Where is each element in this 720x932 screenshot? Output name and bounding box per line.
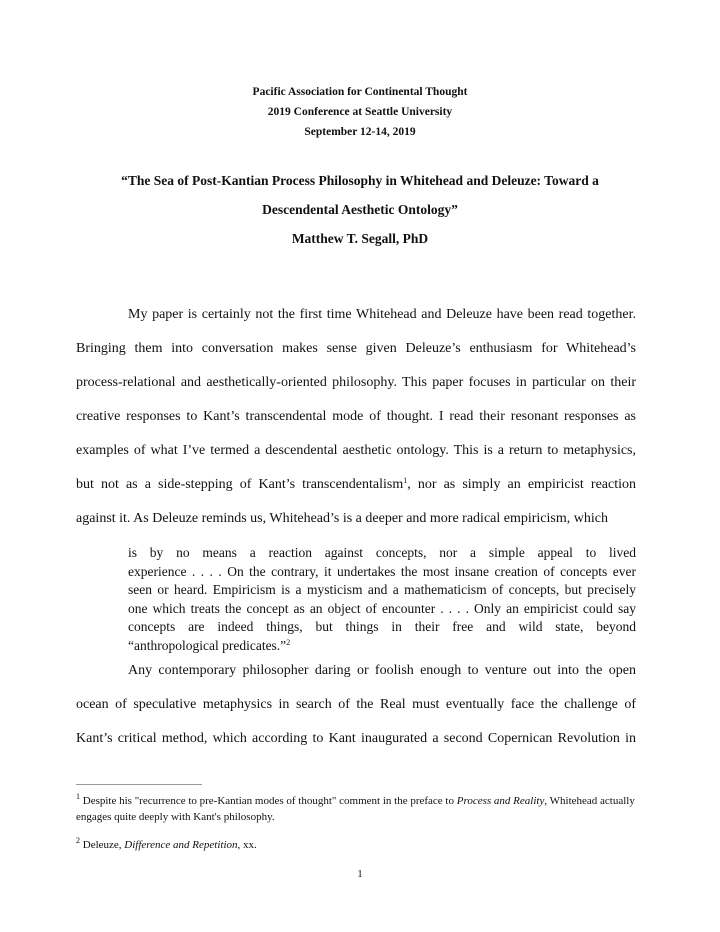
footnote-1 <box>76 793 636 825</box>
footnotes <box>76 793 636 865</box>
quote-line: experience . . . . On the contrary, it undertakes the most insane creation of concepts ever <box>128 563 636 579</box>
para1-line: creative responses to Kant’s transcendental mode of thought. I read their resonant responses as <box>76 409 636 424</box>
para1-line: examples of what I’ve termed a descendental aesthetic ontology. This is a return to metaphysics, <box>76 443 636 458</box>
footnote-2-text: Deleuze, <box>80 839 125 851</box>
footnote-ref-1[interactable]: 1 <box>403 476 408 485</box>
para1-line: My paper is certainly not the first time Whitehead and Deleuze have been read together. <box>128 307 636 322</box>
paper-title-line-2: Descendental Aesthetic Ontology” <box>262 202 458 217</box>
quote-line: one which treats the concept as an object of encounter . . . . Only an empiricist could say <box>128 600 636 616</box>
para2-line: ocean of speculative metaphysics in search of the Real must eventually face the challenge of <box>76 697 636 712</box>
footnote-2-number: 2 <box>76 836 80 845</box>
footnote-divider <box>76 784 202 785</box>
block-quote <box>128 544 636 655</box>
para1-line: Bringing them into conversation makes sense given Deleuze’s enthusiasm for Whitehead’s <box>76 341 636 356</box>
paper-title-block <box>70 166 650 253</box>
paper-title-line-1: “The Sea of Post-Kantian Process Philosophy in Whitehead and Deleuze: Toward a <box>121 173 599 188</box>
paragraph-2 <box>76 654 636 756</box>
footnote-2-title: Difference and Repetition <box>124 839 238 851</box>
header-association: Pacific Association for Continental Thought <box>252 86 468 98</box>
conference-header <box>0 82 720 142</box>
quote-line: concepts are indeed things, but things in their free and wild state, beyond <box>128 619 636 634</box>
page-number: 1 <box>357 868 363 880</box>
footnote-1-text: Despite his "recurrence to pre-Kantian modes of thought" comment in the preface to <box>80 795 457 807</box>
quote-line: is by no means a reaction against concepts, nor a simple appeal to lived <box>128 545 636 560</box>
footnote-2 <box>76 837 636 853</box>
footnote-1-title: Process and Reality <box>456 795 545 807</box>
footnote-1-text-end: , Whitehead actually engages quite deeply with Kant's philosophy. <box>76 795 635 823</box>
para2-line: Any contemporary philosopher daring or foolish enough to venture out into the open <box>128 663 636 678</box>
paragraph-1 <box>76 298 636 536</box>
para1-line <box>76 468 636 502</box>
footnote-ref-2[interactable]: 2 <box>286 637 291 647</box>
para2-line: Kant’s critical method, which according to Kant inaugurated a second Copernican Revolution in <box>76 731 636 746</box>
quote-text: “anthropological predicates.” <box>128 637 287 653</box>
quote-line: seen or heard. Empiricism is a mysticism and a mathematicism of concepts, but precisely <box>128 582 636 597</box>
footnote-1-number: 1 <box>76 792 80 801</box>
header-conference: 2019 Conference at Seattle University <box>267 106 453 118</box>
header-date: September 12-14, 2019 <box>304 126 416 138</box>
para1-line: against it. As Deleuze reminds us, Whitehead’s is a deeper and more radical empiricism, which <box>76 511 608 526</box>
para1-text: , nor as simply an empiricist reaction <box>407 477 636 492</box>
footnote-2-text-end: , xx. <box>237 839 257 851</box>
para1-text: but not as a side-stepping of Kant’s transcendentalism <box>76 477 404 492</box>
quote-line <box>128 637 636 656</box>
para1-line: process-relational and aesthetically-oriented philosophy. This paper focuses in particular on their <box>76 375 636 390</box>
paper-author: Matthew T. Segall, PhD <box>291 231 429 246</box>
